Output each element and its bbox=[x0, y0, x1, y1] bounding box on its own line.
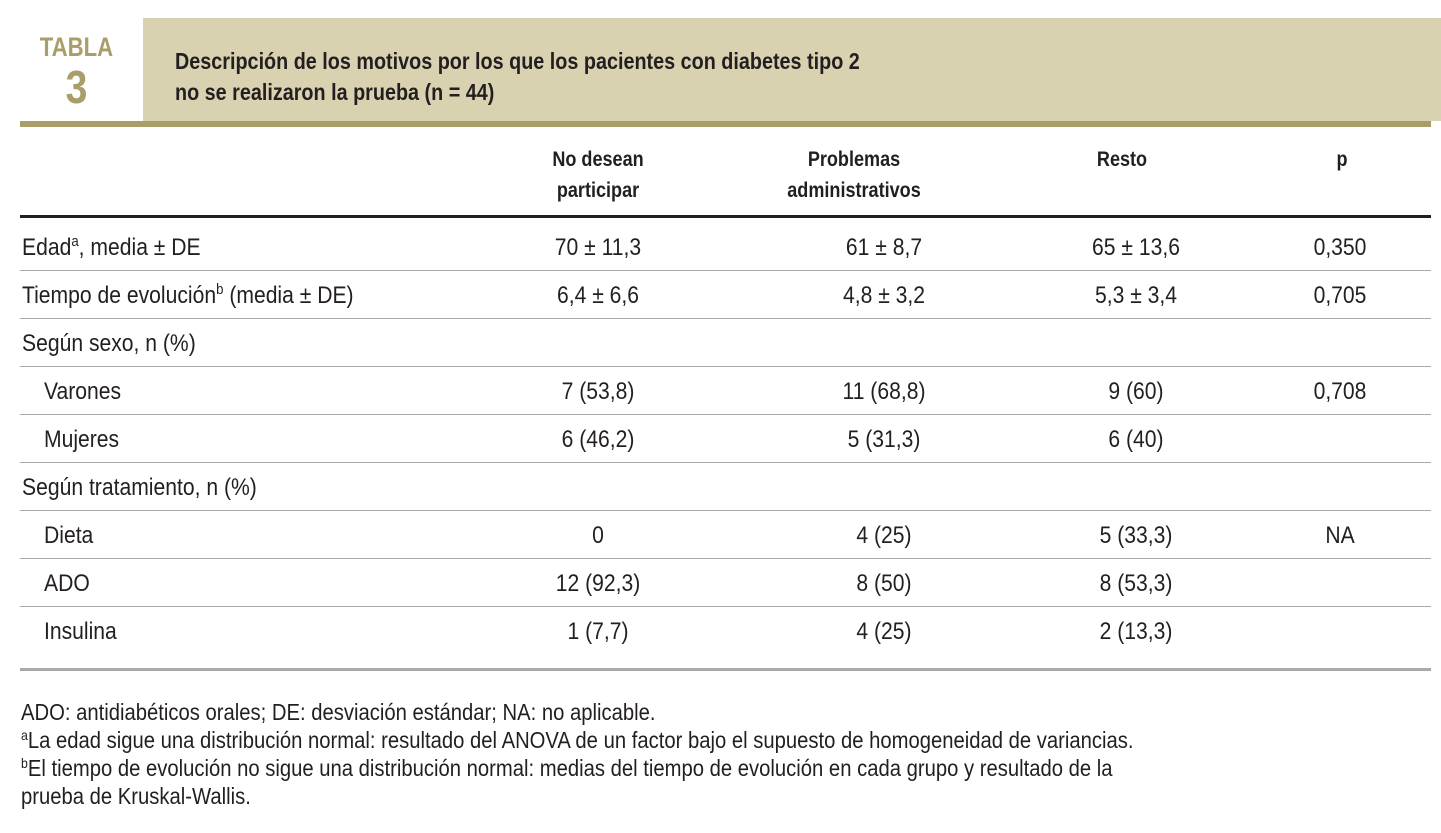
title-line-1: Descripción de los motivos por los que los pacientes con diabetes tipo 2 bbox=[175, 48, 860, 74]
column-header-no-desean bbox=[503, 144, 692, 206]
table-row-ado bbox=[20, 559, 1431, 607]
column-header-p: p bbox=[1336, 148, 1348, 171]
table-header bbox=[0, 0, 1441, 126]
footnote-b-continued: prueba de Kruskal-Wallis. bbox=[21, 783, 251, 809]
section-label: Según tratamiento, n (%) bbox=[22, 474, 257, 501]
cell-p: 0,708 bbox=[1313, 378, 1367, 405]
cell-no-desean: 12 (92,3) bbox=[555, 570, 641, 597]
table-row-tiempo bbox=[20, 271, 1431, 319]
cell-resto: 65 ± 13,6 bbox=[1092, 234, 1180, 261]
cell-problemas: 4 (25) bbox=[856, 618, 912, 645]
table-bottom-rule bbox=[20, 668, 1431, 671]
footnote-text: El tiempo de evolución no sigue una distribución normal: medias del tiempo de evolución en cada grupo y resultado de la bbox=[27, 755, 1113, 781]
column-header-line: participar bbox=[556, 179, 640, 202]
row-label bbox=[22, 223, 201, 270]
cell-problemas: 61 ± 8,7 bbox=[845, 234, 923, 261]
section-label: Según sexo, n (%) bbox=[22, 330, 196, 357]
cell-problemas: 11 (68,8) bbox=[842, 378, 926, 405]
footnote-b bbox=[21, 754, 1271, 782]
cell-no-desean: 1 (7,7) bbox=[567, 618, 629, 645]
table-label bbox=[20, 18, 143, 121]
row-label-text: , media ± DE bbox=[78, 234, 201, 261]
footnote-marker: a bbox=[21, 727, 28, 743]
cell-resto: 5,3 ± 3,4 bbox=[1094, 282, 1178, 309]
footnote-abbreviations: ADO: antidiabéticos orales; DE: desviación estándar; NA: no aplicable. bbox=[21, 699, 656, 725]
table-number: 3 bbox=[65, 61, 88, 113]
table-row-edad bbox=[20, 223, 1431, 271]
table-row-section-tratamiento bbox=[20, 463, 1431, 511]
row-label-text: Tiempo de evolución bbox=[22, 282, 217, 309]
title-band bbox=[143, 18, 1441, 121]
footnote-marker: a bbox=[71, 233, 79, 250]
row-label: Mujeres bbox=[44, 426, 120, 453]
row-label-text: (media ± DE) bbox=[223, 282, 354, 309]
cell-p: NA bbox=[1325, 522, 1355, 549]
column-header-problemas bbox=[742, 144, 966, 206]
column-header-line: No desean bbox=[552, 148, 644, 171]
cell-no-desean: 70 ± 11,3 bbox=[554, 234, 642, 261]
cell-p bbox=[1261, 415, 1419, 462]
column-header-resto: Resto bbox=[1096, 148, 1148, 171]
column-header-line: Problemas bbox=[807, 148, 901, 171]
cell-resto: 9 (60) bbox=[1108, 378, 1164, 405]
row-label: ADO bbox=[44, 570, 90, 597]
row-label: Insulina bbox=[44, 618, 117, 645]
cell-problemas: 5 (31,3) bbox=[847, 426, 921, 453]
cell-no-desean: 0 bbox=[592, 522, 604, 549]
cell-p bbox=[1261, 559, 1419, 606]
cell-p: 0,705 bbox=[1313, 282, 1367, 309]
cell-no-desean: 6 (46,2) bbox=[561, 426, 635, 453]
row-label bbox=[22, 271, 354, 318]
cell-p: 0,350 bbox=[1313, 234, 1367, 261]
footnote-marker: b bbox=[216, 281, 224, 298]
column-headers bbox=[0, 127, 1441, 215]
row-label-text: Edad bbox=[22, 234, 72, 261]
cell-resto: 8 (53,3) bbox=[1099, 570, 1173, 597]
row-label: Varones bbox=[44, 378, 122, 405]
cell-resto: 2 (13,3) bbox=[1099, 618, 1173, 645]
header-bottom-rule bbox=[20, 215, 1431, 218]
table-row-section-sexo bbox=[20, 319, 1431, 367]
row-label: Dieta bbox=[44, 522, 94, 549]
cell-no-desean: 6,4 ± 6,6 bbox=[556, 282, 640, 309]
table-word: TABLA bbox=[39, 32, 114, 62]
footnote-text: La edad sigue una distribución normal: resultado del ANOVA de un factor bajo el supuesto de homogeneidad de variancias. bbox=[27, 727, 1134, 753]
table-row-mujeres bbox=[20, 415, 1431, 463]
table-title bbox=[175, 46, 860, 108]
table-row-dieta bbox=[20, 511, 1431, 559]
cell-p bbox=[1261, 607, 1419, 654]
title-line-2: no se realizaron la prueba (n = 44) bbox=[175, 79, 495, 105]
cell-problemas: 8 (50) bbox=[856, 570, 912, 597]
cell-problemas: 4,8 ± 3,2 bbox=[842, 282, 926, 309]
column-header-line: administrativos bbox=[787, 179, 921, 202]
table-footnotes bbox=[21, 698, 1441, 810]
table-row-insulina bbox=[20, 607, 1431, 655]
cell-no-desean: 7 (53,8) bbox=[561, 378, 635, 405]
cell-problemas: 4 (25) bbox=[856, 522, 912, 549]
cell-resto: 5 (33,3) bbox=[1099, 522, 1173, 549]
footnote-marker: b bbox=[21, 755, 28, 771]
cell-resto: 6 (40) bbox=[1108, 426, 1164, 453]
table-row-varones bbox=[20, 367, 1431, 415]
footnote-a bbox=[21, 726, 1271, 754]
